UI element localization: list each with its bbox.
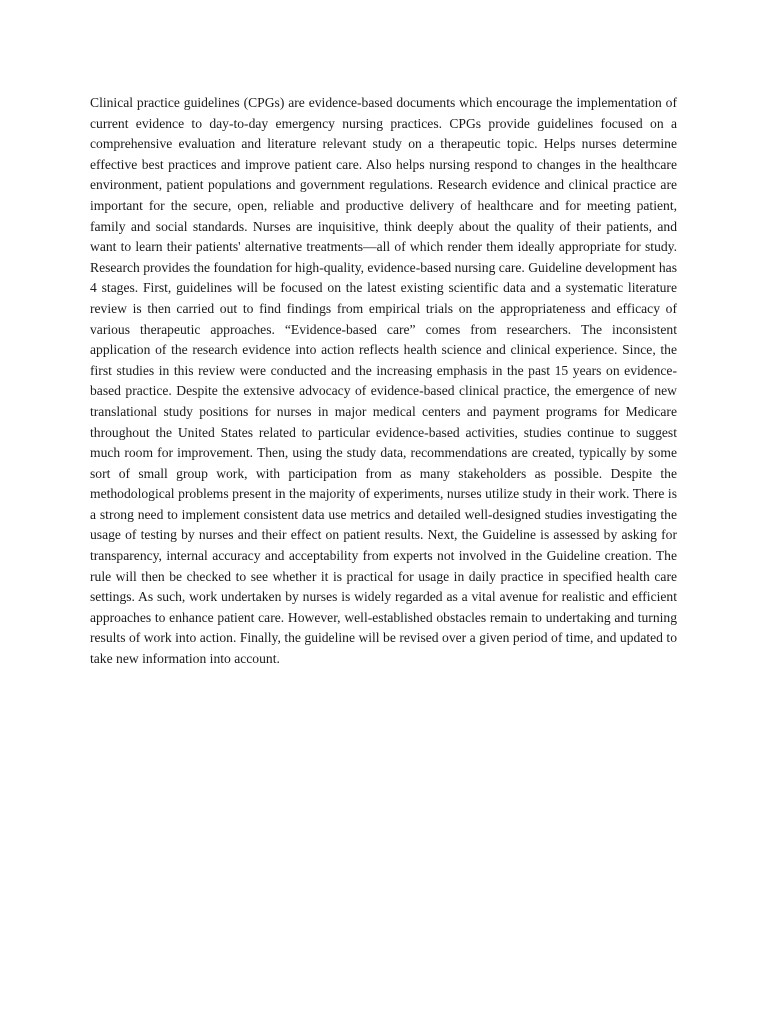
body-paragraph: Clinical practice guidelines (CPGs) are evidence-based documents which encourage the implementation of current evidence to day-to-day emergency nursing practices. CPGs provide guidelines focused on a comprehensive evaluation and literature relevant study on a therapeutic topic. Helps nurses determine effective best practices and improve patient care. Also helps nursing respond to changes in the healthcare environment, patient populations and government regulations. Research evidence and clinical practice are important for the secure, open, reliable and productive delivery of healthcare and for meeting patient, family and social standards. Nurses are inquisitive, think deeply about the quality of their patients, and want to learn their patients' alternative treatments—all of which render them ideally appropriate for study. Research provides the foundation for high-quality, evidence-based nursing care. Guideline development has 4 stages. First, guidelines will be focused on the latest existing scientific data and a systematic literature review is then carried out to find findings from empirical trials on the appropriateness and efficacy of various therapeutic approaches. “Evidence-based care” comes from researchers. The inconsistent application of the research evidence into action reflects health science and clinical experience. Since, the first studies in this review were conducted and the increasing emphasis in the past 15 years on evidence-based practice. Despite the extensive advocacy of evidence-based clinical practice, the emergence of new translational study positions for nurses in major medical centers and payment programs for Medicare throughout the United States related to particular evidence-based activities, studies continue to suggest much room for improvement. Then, using the study data, recommendations are created, typically by some sort of small group work, with participation from as many stakeholders as possible. Despite the methodological problems present in the majority of experiments, nurses utilize study in their work. There is a strong need to implement consistent data use metrics and detailed well-designed studies investigating the usage of testing by nurses and their effect on patient results. Next, the Guideline is assessed by asking for transparency, internal accuracy and acceptability from experts not involved in the Guideline creation. The rule will then be checked to see whether it is practical for usage in daily practice in specified health care settings. As such, work undertaken by nurses is widely regarded as a vital avenue for realistic and efficient approaches to enhance patient care. However, well-established obstacles remain to undertaking and turning results of work into action. Finally, the guideline will be revised over a given period of time, and updated to take new information into account. — [90, 95, 677, 667]
